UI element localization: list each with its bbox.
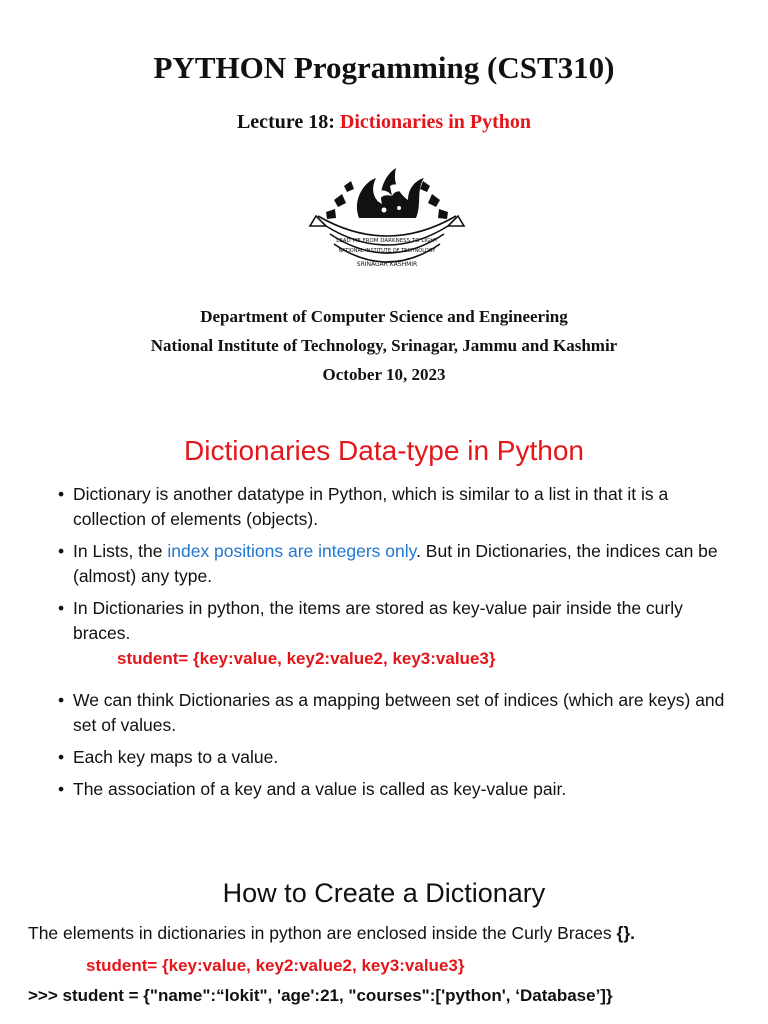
code-example: student= {key:value, key2:value2, key3:value3} [86,956,465,975]
python-code-line: >>> student = {"name":“lokit", 'age':21, "courses":['python', ‘Database’]} [28,986,613,1005]
bullet-item [58,688,728,738]
bullet-icon: • [58,690,65,710]
dictionaries-slide [0,410,768,830]
bullet-icon: • [58,484,65,504]
institute-name: National Institute of Technology, Srinagar, Jammu and Kashmir [150,336,618,355]
bullet-text: Dictionary is another datatype in Python, which is similar to a list in that it is a collection of elements (objects). [73,484,669,529]
bullet-item [58,745,728,770]
lecture-topic: Dictionaries in Python [339,111,532,133]
bullet-icon: • [58,598,65,618]
explanation-text [28,923,635,944]
bullet-icon: • [58,779,65,799]
course-title: PYTHON Programming (CST310) [153,50,615,85]
curly-braces-text: {}. [616,923,635,943]
slide-title: Dictionaries Data-type in Python [184,435,584,466]
bullet-item [58,539,728,589]
bullet-item [58,596,728,646]
bullet-icon: • [58,747,65,767]
svg-text:SRINAGAR KASHMIR: SRINAGAR KASHMIR [356,261,418,268]
bullet-text: . But in Dictionaries, the indices can be (almost) any type. [73,541,718,586]
institute-seal-logo [304,160,470,272]
bullet-icon: • [58,541,65,561]
lecture-line [0,111,768,134]
lecture-number: Lecture 18: [236,111,340,133]
code-example: student= {key:value, key2:value2, key3:value3} [117,649,496,668]
svg-text:NATIONAL INSTITUTE OF TECHNOLO: NATIONAL INSTITUTE OF TECHNOLOGY [338,248,436,254]
department-name: Department of Computer Science and Engineering [200,307,568,326]
create-dictionary-slide [0,860,768,1024]
bullet-list [58,482,728,802]
bullet-item [58,482,728,532]
title-slide [0,0,768,410]
bullet-item [58,777,728,802]
lecture-date: October 10, 2023 [322,365,446,384]
bullet-text: In Lists, the [73,541,168,561]
slide-title: How to Create a Dictionary [222,878,546,908]
bullet-text: We can think Dictionaries as a mapping between set of indices (which are keys) and set of values. [73,690,725,735]
highlighted-text: index positions are integers only [167,541,417,561]
bullet-text: In Dictionaries in python, the items are stored as key-value pair inside the curly braces. [73,598,683,643]
bullet-text: The association of a key and a value is called as key-value pair. [73,779,567,799]
svg-text:LEAD ME FROM DARKNESS TO LIGHT: LEAD ME FROM DARKNESS TO LIGHT [336,238,438,244]
explanation-body: The elements in dictionaries in python are enclosed inside the Curly Braces [28,923,617,943]
bullet-text: Each key maps to a value. [73,747,279,767]
